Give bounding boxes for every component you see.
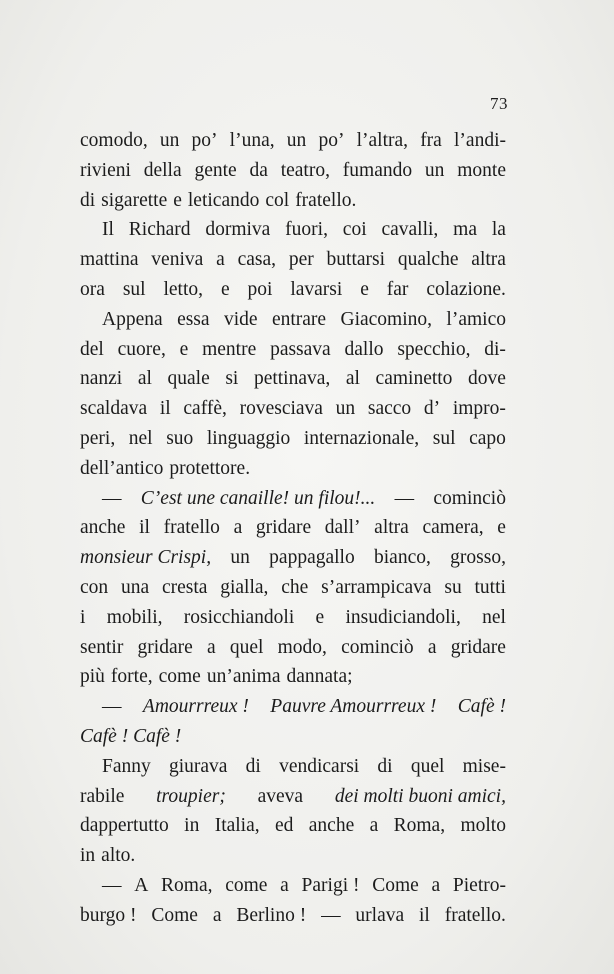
word: bianco, <box>374 547 431 569</box>
word: altra <box>471 249 506 271</box>
word: e <box>220 278 230 300</box>
word: entrare <box>271 308 327 330</box>
word: Roma, <box>161 874 213 896</box>
word: coi <box>342 219 367 241</box>
word: il <box>159 398 171 420</box>
word: Italia, <box>214 815 260 837</box>
text-line <box>80 424 506 454</box>
word: a <box>233 517 243 539</box>
word: po’ <box>191 130 218 151</box>
word: fuori, <box>285 219 328 241</box>
word: a <box>206 636 216 658</box>
word: cuore, <box>117 338 166 360</box>
word: quel <box>229 636 264 658</box>
word: cavalli, <box>381 219 439 241</box>
text-line <box>80 394 506 424</box>
word: quale <box>167 368 210 390</box>
word: e <box>173 189 182 211</box>
word: comodo, <box>80 130 148 151</box>
word: linguaggio <box>206 427 291 449</box>
text-line <box>80 752 506 782</box>
word: specchio, <box>397 338 471 360</box>
word: pettinava, <box>253 368 331 390</box>
text-line <box>80 364 506 394</box>
word: da <box>249 159 268 181</box>
word: gente <box>194 159 237 181</box>
word: un <box>424 159 445 181</box>
word: Roma, <box>393 815 446 837</box>
word: fumando <box>342 159 413 181</box>
word: dove <box>468 368 506 390</box>
word: nanzi <box>80 368 123 390</box>
word: e <box>360 278 369 300</box>
word: urlava <box>355 904 405 926</box>
text-line <box>80 484 506 514</box>
text-line <box>80 305 506 335</box>
word: alto. <box>101 845 136 867</box>
body-text <box>80 126 506 931</box>
word: Parigi ! <box>301 874 360 896</box>
word: poi <box>247 278 273 300</box>
word: l’altra, <box>356 130 409 151</box>
word: mentre <box>202 338 257 360</box>
word: vendicarsi <box>279 755 360 777</box>
word: di <box>245 755 261 777</box>
word: qualche <box>397 249 459 271</box>
word: pappagallo <box>269 547 355 569</box>
word: che <box>281 576 309 598</box>
word: a <box>427 636 437 658</box>
word: ora <box>80 278 105 300</box>
word: dormiva <box>205 219 271 241</box>
word: capo <box>469 427 506 449</box>
text-line <box>80 722 506 752</box>
word: di- <box>484 338 506 360</box>
word: fratello. <box>295 189 357 211</box>
text-line <box>80 513 506 543</box>
word: lavarsi <box>290 278 343 300</box>
word: peri, <box>80 427 116 449</box>
word: l’amico <box>446 308 506 330</box>
word: a <box>280 874 289 896</box>
word: teatro, <box>280 159 330 181</box>
word: casa, <box>237 249 276 271</box>
text-line <box>80 215 506 245</box>
italic-word: Cafè ! <box>457 696 506 718</box>
word: di <box>377 755 393 777</box>
word: Pietro- <box>452 874 506 896</box>
word: quel <box>410 755 445 777</box>
word: Berlino ! <box>236 904 307 926</box>
word: in <box>184 815 200 837</box>
word: un <box>335 398 356 420</box>
word: rosicchiandoli <box>183 606 295 628</box>
word: anche <box>308 815 355 837</box>
word: nel <box>128 427 153 449</box>
word: forte, <box>110 666 153 688</box>
word: burgo ! <box>80 904 137 926</box>
word: scaldava <box>80 398 148 420</box>
word: e <box>315 606 325 628</box>
word: vide <box>223 308 258 330</box>
word: il <box>139 517 150 539</box>
text-line <box>80 156 506 186</box>
word: a <box>212 904 222 926</box>
word: Giacomino, <box>340 308 433 330</box>
word: Richard <box>128 219 191 241</box>
word: — <box>394 487 415 509</box>
word: a <box>369 815 379 837</box>
word: come <box>225 874 268 896</box>
word: per <box>288 249 314 271</box>
word: camera, <box>422 517 484 539</box>
word: sul <box>122 278 146 300</box>
word: passava <box>270 338 331 360</box>
word: internazionale, <box>303 427 420 449</box>
word: caffè, <box>183 398 227 420</box>
word: veniva <box>151 249 204 271</box>
word: sul <box>432 427 456 449</box>
word: ed <box>275 815 294 837</box>
word: gialla, <box>220 576 269 598</box>
text-line <box>80 335 506 365</box>
word: mobili, <box>106 606 163 628</box>
word: buttarsi <box>326 249 386 271</box>
word: una <box>120 576 150 598</box>
text-line <box>80 782 506 812</box>
word: dannata; <box>286 666 353 688</box>
word: suo <box>166 427 194 449</box>
word: cominciò <box>433 487 506 509</box>
word: molto <box>460 815 506 837</box>
word: un <box>159 130 180 151</box>
word: si <box>225 368 239 390</box>
word: — <box>102 487 122 509</box>
word: colazione. <box>426 278 506 300</box>
word: l’una, <box>229 130 275 151</box>
word: — <box>321 904 341 926</box>
page-number: 73 <box>490 94 508 113</box>
word: Come <box>372 874 419 896</box>
text-line <box>80 662 506 692</box>
text-line <box>80 186 506 216</box>
word: monte <box>457 159 506 181</box>
word: impro- <box>452 398 506 420</box>
italic-word: Amourrreux ! <box>142 696 249 718</box>
word: sigarette <box>101 189 168 211</box>
word: del <box>80 338 104 360</box>
word: col <box>265 189 290 211</box>
word: aveva <box>257 785 304 807</box>
text-line <box>80 454 506 484</box>
word: la <box>491 219 506 241</box>
word: dallo <box>344 338 384 360</box>
word: grosso, <box>450 547 506 569</box>
word: Come <box>151 904 198 926</box>
text-line <box>80 126 506 156</box>
word: tutti <box>474 576 506 598</box>
word: gridare <box>137 636 193 658</box>
word: il <box>419 904 430 926</box>
text-line <box>80 275 506 305</box>
text-line <box>80 841 506 871</box>
word: nel <box>482 606 506 628</box>
word: a <box>216 249 225 271</box>
word: cominciò <box>341 636 414 658</box>
word: letto, <box>163 278 204 300</box>
word: anche <box>80 517 126 539</box>
text-line <box>80 633 506 663</box>
word: s’arrampicava <box>321 576 432 598</box>
text-line <box>80 871 506 901</box>
word: della <box>143 159 182 181</box>
word: e <box>179 338 189 360</box>
word: sentir <box>80 636 124 658</box>
word: i <box>80 606 86 628</box>
word: altra <box>374 517 409 539</box>
italic-word: monsieur Crispi, <box>80 547 212 569</box>
word: sacco <box>367 398 412 420</box>
word: essa <box>177 308 210 330</box>
word: su <box>444 576 462 598</box>
word: un <box>286 130 307 151</box>
word: ma <box>453 219 477 241</box>
word: dall’ <box>324 517 361 539</box>
word: in <box>80 845 96 867</box>
word: — <box>102 874 122 896</box>
italic-word: Pauvre Amourrreux ! <box>270 696 437 718</box>
text-line <box>80 603 506 633</box>
italic-word: C’est une canaille! un filou!... <box>140 487 376 509</box>
word: di <box>80 189 96 211</box>
word: caminetto <box>375 368 453 390</box>
text-line <box>80 573 506 603</box>
word: modo, <box>277 636 327 658</box>
text-line <box>80 245 506 275</box>
word: Appena <box>102 308 163 330</box>
word: più <box>80 666 105 688</box>
word: far <box>386 278 409 300</box>
text-line <box>80 692 506 722</box>
text-line <box>80 901 506 931</box>
word: come <box>158 666 201 688</box>
text-line <box>80 543 506 573</box>
word: al <box>137 368 152 390</box>
italic-word: dei molti buoni amici, <box>334 785 506 807</box>
word: d’ <box>423 398 441 420</box>
word: fratello. <box>444 904 506 926</box>
word: mattina <box>80 249 139 271</box>
word: leticando <box>187 189 260 211</box>
text-line <box>80 811 506 841</box>
italic-word: Cafè ! Cafè ! <box>80 725 182 747</box>
word: — <box>102 696 122 718</box>
word: rovesciava <box>239 398 323 420</box>
word: protettore. <box>169 457 251 479</box>
word: Il <box>102 219 114 241</box>
word: l’andi- <box>454 130 506 151</box>
word: cresta <box>161 576 208 598</box>
word: un <box>230 547 250 569</box>
word: con <box>80 576 109 598</box>
word: al <box>345 368 360 390</box>
word: A <box>134 874 149 896</box>
word: dell’antico <box>80 457 164 479</box>
word: giurava <box>168 755 228 777</box>
word: po’ <box>318 130 345 151</box>
word: fra <box>420 130 442 151</box>
word: fratello <box>163 517 220 539</box>
word: gridare <box>255 517 312 539</box>
word: insudiciandoli, <box>345 606 461 628</box>
italic-word: troupier; <box>156 785 226 807</box>
word: un’anima <box>206 666 281 688</box>
word: rivieni <box>80 159 131 181</box>
word: mise- <box>462 755 506 777</box>
word: gridare <box>450 636 506 658</box>
word: dappertutto <box>80 815 169 837</box>
word: Fanny <box>102 755 151 777</box>
word: rabile <box>80 785 125 807</box>
word: e <box>497 517 506 539</box>
word: a <box>431 874 441 896</box>
